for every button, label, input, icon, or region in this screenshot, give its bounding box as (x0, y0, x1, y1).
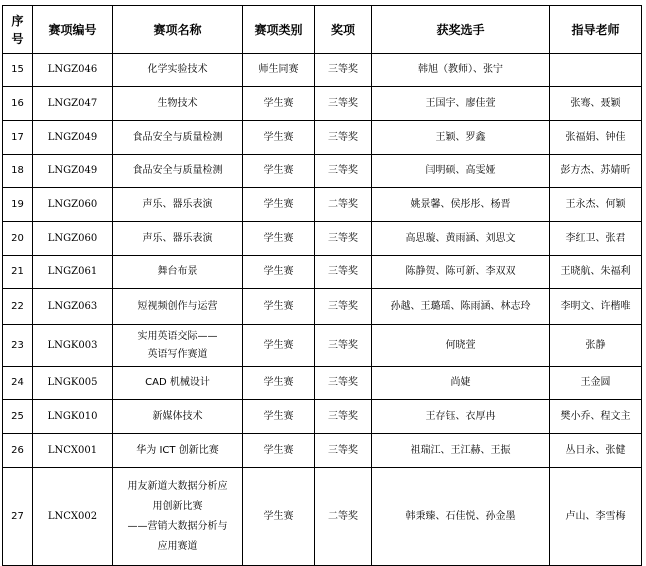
cell-seq: 26 (3, 434, 33, 468)
cell-award: 二等奖 (315, 468, 372, 566)
cell-advisors: 丛日永、张健 (550, 434, 642, 468)
cell-winners: 王存钰、衣厚冉 (372, 400, 550, 434)
cell-name: 食品安全与质量检测 (113, 155, 243, 188)
header-category: 赛项类别 (243, 6, 315, 54)
cell-advisors: 张静 (550, 325, 642, 367)
cell-seq: 21 (3, 256, 33, 289)
awards-table (2, 5, 642, 566)
cell-advisors: 李明文、许楷唯 (550, 289, 642, 325)
header-winners: 获奖选手 (372, 6, 550, 54)
cell-advisors: 樊小乔、程文主 (550, 400, 642, 434)
table-row (3, 54, 642, 87)
cell-award: 三等奖 (315, 87, 372, 121)
cell-category: 师生同赛 (243, 54, 315, 87)
cell-name: 声乐、器乐表演 (113, 188, 243, 222)
cell-name: 舞台布景 (113, 256, 243, 289)
table-row (3, 434, 642, 468)
cell-name: 华为 ICT 创新比赛 (113, 434, 243, 468)
table-header-row (3, 6, 642, 54)
cell-winners: 姚景馨、侯彤彤、杨晋 (372, 188, 550, 222)
cell-code: LNGZ060 (33, 188, 113, 222)
cell-name: 声乐、器乐表演 (113, 222, 243, 256)
table-row (3, 188, 642, 222)
cell-category: 学生赛 (243, 87, 315, 121)
cell-name-line: ——营销大数据分析与 (127, 520, 228, 532)
cell-advisors: 王永杰、何颖 (550, 188, 642, 222)
cell-name: 生物技术 (113, 87, 243, 121)
cell-winners: 孙越、王璐瑶、陈雨涵、林志玲 (372, 289, 550, 325)
cell-name: CAD 机械设计 (113, 367, 243, 400)
table-row (3, 367, 642, 400)
cell-seq: 25 (3, 400, 33, 434)
cell-code: LNCX002 (33, 468, 113, 566)
cell-name: 化学实验技术 (113, 54, 243, 87)
table-row (3, 87, 642, 121)
cell-code: LNGZ063 (33, 289, 113, 325)
cell-seq: 20 (3, 222, 33, 256)
header-code: 赛项编号 (33, 6, 113, 54)
cell-code: LNGZ061 (33, 256, 113, 289)
cell-advisors: 张骞、聂颖 (550, 87, 642, 121)
cell-name (113, 468, 243, 566)
cell-seq: 22 (3, 289, 33, 325)
cell-advisors: 王晓航、朱福利 (550, 256, 642, 289)
cell-winners: 高思璇、黄雨涵、刘思文 (372, 222, 550, 256)
cell-award: 三等奖 (315, 325, 372, 367)
cell-winners: 王颖、罗鑫 (372, 121, 550, 155)
cell-code: LNGK010 (33, 400, 113, 434)
cell-winners: 韩旭（教师）、张宁 (372, 54, 550, 87)
cell-code: LNGK005 (33, 367, 113, 400)
cell-award: 三等奖 (315, 54, 372, 87)
cell-seq: 16 (3, 87, 33, 121)
awards-table-body (3, 54, 642, 566)
header-award: 奖项 (315, 6, 372, 54)
table-row (3, 289, 642, 325)
cell-seq: 23 (3, 325, 33, 367)
cell-advisors: 王金圆 (550, 367, 642, 400)
header-seq-line2: 号 (11, 31, 24, 46)
table-row (3, 155, 642, 188)
cell-category: 学生赛 (243, 468, 315, 566)
cell-winners: 何晓萱 (372, 325, 550, 367)
cell-name: 短视频创作与运营 (113, 289, 243, 325)
cell-award: 三等奖 (315, 155, 372, 188)
cell-winners: 祖瑞江、王江赫、王振 (372, 434, 550, 468)
cell-award: 三等奖 (315, 222, 372, 256)
cell-name (113, 325, 243, 367)
table-row (3, 400, 642, 434)
cell-seq: 19 (3, 188, 33, 222)
cell-category: 学生赛 (243, 367, 315, 400)
header-seq (3, 6, 33, 54)
cell-seq: 15 (3, 54, 33, 87)
cell-code: LNGZ047 (33, 87, 113, 121)
cell-seq: 24 (3, 367, 33, 400)
cell-code: LNGK003 (33, 325, 113, 367)
cell-name: 新媒体技术 (113, 400, 243, 434)
cell-advisors: 彭方杰、苏婧昕 (550, 155, 642, 188)
cell-award: 三等奖 (315, 121, 372, 155)
table-row (3, 256, 642, 289)
cell-name-line: 用创新比赛 (152, 500, 203, 512)
cell-winners: 陈静贺、陈可新、李双双 (372, 256, 550, 289)
table-row (3, 121, 642, 155)
table-row (3, 222, 642, 256)
cell-award: 三等奖 (315, 400, 372, 434)
cell-winners: 王国宇、廖佳萱 (372, 87, 550, 121)
table-row (3, 468, 642, 566)
cell-winners: 韩秉臻、石佳悦、孙金墨 (372, 468, 550, 566)
cell-name-line: 用友新道大数据分析应 (127, 480, 228, 492)
cell-category: 学生赛 (243, 434, 315, 468)
cell-seq: 17 (3, 121, 33, 155)
cell-code: LNGZ049 (33, 121, 113, 155)
cell-category: 学生赛 (243, 222, 315, 256)
header-seq-line1: 序 (11, 13, 24, 28)
header-name: 赛项名称 (113, 6, 243, 54)
cell-advisors: 李红卫、张君 (550, 222, 642, 256)
cell-code: LNCX001 (33, 434, 113, 468)
cell-award: 二等奖 (315, 188, 372, 222)
cell-name-line: 英语写作赛道 (147, 348, 208, 360)
cell-name: 食品安全与质量检测 (113, 121, 243, 155)
cell-advisors (550, 54, 642, 87)
cell-award: 三等奖 (315, 256, 372, 289)
cell-category: 学生赛 (243, 400, 315, 434)
cell-category: 学生赛 (243, 188, 315, 222)
header-advisors: 指导老师 (550, 6, 642, 54)
cell-winners: 尚婕 (372, 367, 550, 400)
cell-category: 学生赛 (243, 121, 315, 155)
cell-seq: 18 (3, 155, 33, 188)
cell-name-line: 应用赛道 (157, 540, 198, 552)
cell-winners: 闫明硕、高雯娅 (372, 155, 550, 188)
table-row (3, 325, 642, 367)
cell-category: 学生赛 (243, 325, 315, 367)
cell-award: 三等奖 (315, 367, 372, 400)
cell-award: 三等奖 (315, 434, 372, 468)
cell-advisors: 张福娟、钟佳 (550, 121, 642, 155)
cell-award: 三等奖 (315, 289, 372, 325)
cell-code: LNGZ049 (33, 155, 113, 188)
cell-category: 学生赛 (243, 256, 315, 289)
cell-category: 学生赛 (243, 155, 315, 188)
cell-code: LNGZ060 (33, 222, 113, 256)
cell-seq: 27 (3, 468, 33, 566)
cell-category: 学生赛 (243, 289, 315, 325)
cell-advisors: 卢山、李雪梅 (550, 468, 642, 566)
cell-name-line: 实用英语交际—— (137, 330, 218, 342)
cell-code: LNGZ046 (33, 54, 113, 87)
